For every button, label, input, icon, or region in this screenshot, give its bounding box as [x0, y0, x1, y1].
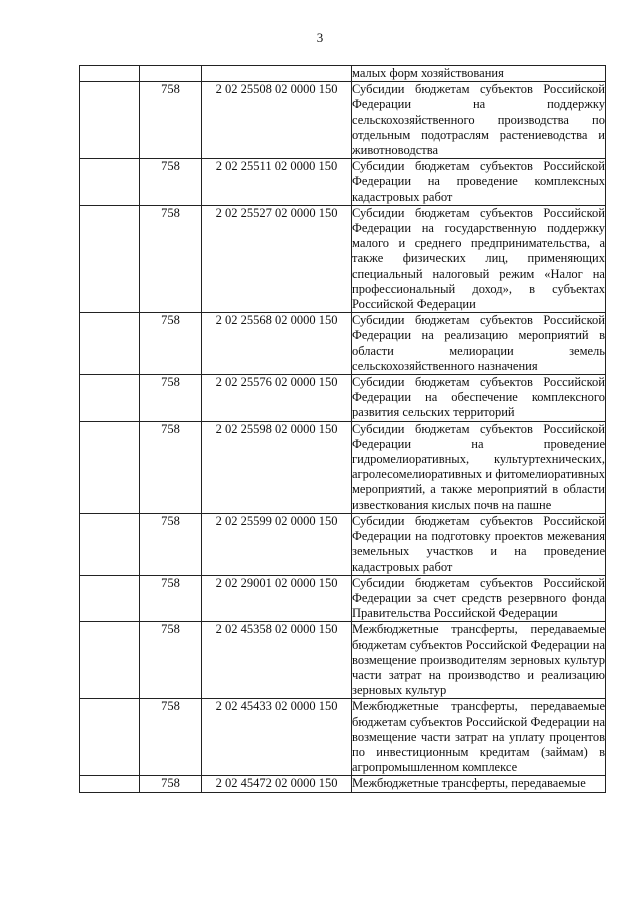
table-row — [80, 313, 606, 375]
table-row — [80, 66, 606, 82]
description-cell: Субсидии бюджетам субъектов Российской Федерации за счет средств резервного фонда Правительства Российской Федерации — [352, 575, 605, 621]
empty-cell — [80, 575, 140, 622]
description-cell: Субсидии бюджетам субъектов Российской Федерации на подготовку проектов межевания земельных участков и на проведение кадастровых работ — [352, 513, 605, 574]
table-row — [80, 575, 606, 622]
table-row — [80, 82, 606, 159]
kbk-code-cell: 2 02 25527 02 0000 150 — [202, 205, 352, 312]
description-cell: Субсидии бюджетам субъектов Российской Федерации на проведение гидромелиоративных, культуртехнических, агролесомелиоративных и фитомелиоративных мероприятий, а также мероприятий в области известкования кислых почв на пашне — [352, 421, 605, 512]
description-cell: малых форм хозяйствования — [352, 66, 606, 82]
admin-code-cell: 758 — [140, 375, 202, 422]
empty-cell — [80, 375, 140, 422]
admin-code-cell: 758 — [140, 313, 202, 375]
table-row — [80, 159, 606, 206]
empty-cell — [80, 205, 140, 312]
budget-revenue-table — [79, 65, 606, 793]
kbk-code-cell: 2 02 25576 02 0000 150 — [202, 375, 352, 422]
admin-code-cell: 758 — [140, 513, 202, 575]
empty-cell — [80, 421, 140, 513]
description-cell: Субсидии бюджетам субъектов Российской Федерации на проведение комплексных кадастровых работ — [352, 159, 605, 204]
table-row — [80, 421, 606, 513]
table-row — [80, 699, 606, 776]
kbk-code-cell: 2 02 29001 02 0000 150 — [202, 575, 352, 622]
kbk-code-cell: 2 02 45358 02 0000 150 — [202, 622, 352, 699]
kbk-code-cell: 2 02 25511 02 0000 150 — [202, 159, 352, 206]
table-row — [80, 776, 606, 792]
description-cell: Межбюджетные трансферты, передаваемые бюджетам субъектов Российской Федерации на возмещение части затрат на уплату процентов по инвестиционным кредитам (займам) в агропромышленном комплексе — [352, 699, 605, 775]
empty-cell — [80, 66, 140, 82]
kbk-code-cell: 2 02 45433 02 0000 150 — [202, 699, 352, 776]
admin-code-cell: 758 — [140, 205, 202, 312]
empty-cell — [80, 82, 140, 159]
admin-code-cell: 758 — [140, 575, 202, 622]
admin-code-cell: 758 — [140, 159, 202, 206]
admin-code-cell: 758 — [140, 699, 202, 776]
admin-code-cell: 758 — [140, 82, 202, 159]
admin-code-cell: 758 — [140, 776, 202, 792]
description-cell: Субсидии бюджетам субъектов Российской Федерации на государственную поддержку малого и среднего предпринимательства, а также физических лиц, применяющих специальный налоговый режим «Налог на профессиональный доход», в субъектах Российской Федерации — [352, 205, 605, 312]
table-row — [80, 513, 606, 575]
empty-cell — [80, 313, 140, 375]
kbk-code-cell: 2 02 25599 02 0000 150 — [202, 513, 352, 575]
kbk-code-cell: 2 02 25508 02 0000 150 — [202, 82, 352, 159]
kbk-code-cell — [202, 66, 352, 82]
empty-cell — [80, 622, 140, 699]
table-row — [80, 622, 606, 699]
table-row — [80, 205, 606, 312]
description-cell: Межбюджетные трансферты, передаваемые бюджетам субъектов Российской Федерации на возмещение производителям зерновых культур части затрат на производство и реализацию зерновых культур — [352, 622, 605, 698]
empty-cell — [80, 699, 140, 776]
empty-cell — [80, 159, 140, 206]
page-number: 3 — [316, 30, 324, 45]
admin-code-cell: 758 — [140, 622, 202, 699]
kbk-code-cell: 2 02 25568 02 0000 150 — [202, 313, 352, 375]
description-cell: Межбюджетные трансферты, передаваемые — [352, 776, 606, 792]
empty-cell — [80, 776, 140, 792]
admin-code-cell: 758 — [140, 421, 202, 513]
description-cell: Субсидии бюджетам субъектов Российской Федерации на обеспечение комплексного развития сельских территорий — [352, 375, 605, 420]
empty-cell — [80, 513, 140, 575]
admin-code-cell — [140, 66, 202, 82]
kbk-code-cell: 2 02 25598 02 0000 150 — [202, 421, 352, 513]
kbk-code-cell: 2 02 45472 02 0000 150 — [202, 776, 352, 792]
table-row — [80, 375, 606, 422]
description-cell: Субсидии бюджетам субъектов Российской Федерации на реализацию мероприятий в области мелиорации земель сельскохозяйственного назначения — [352, 313, 605, 373]
description-cell: Субсидии бюджетам субъектов Российской Федерации на поддержку сельскохозяйственного производства по отдельным подотраслям растениеводства и животноводства — [352, 82, 605, 158]
